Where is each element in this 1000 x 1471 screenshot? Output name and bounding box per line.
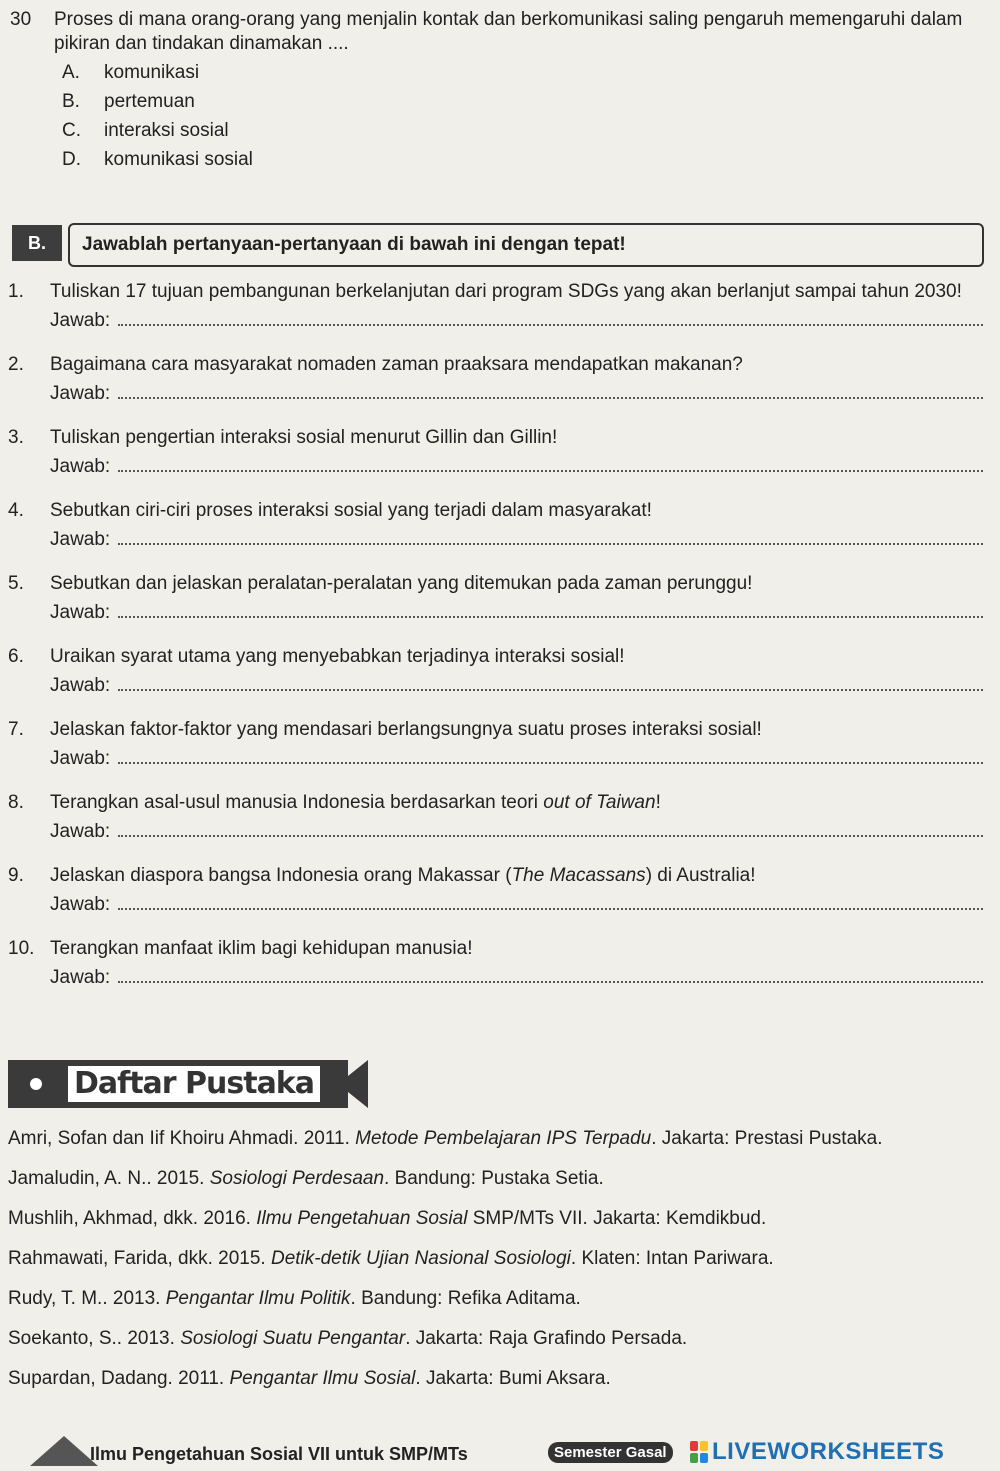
essay-questions (8, 280, 983, 1010)
reference-item: Supardan, Dadang. 2011. Pengantar Ilmu Sosial. Jakarta: Bumi Aksara. (8, 1368, 611, 1389)
answer-field[interactable]: Jawab: (50, 454, 983, 479)
bibliography-title: Daftar Pustaka (68, 1066, 320, 1102)
answer-field[interactable]: Jawab: (50, 381, 983, 406)
question-number: 30 (10, 9, 32, 30)
page-footer (0, 1432, 1000, 1471)
options-list (62, 58, 990, 174)
liveworksheets-watermark: LIVEWORKSHEETS (712, 1438, 945, 1465)
essay-question-1: 1. Tuliskan 17 tujuan pembangunan berkelanjutan dari program SDGs yang akan berlanjut sampai tahun 2030! Jawab: (8, 280, 983, 333)
reference-item: Rudy, T. M.. 2013. Pengantar Ilmu Politik. Bandung: Refika Aditama. (8, 1288, 581, 1309)
option-d[interactable]: D. komunikasi sosial (62, 149, 253, 170)
answer-field[interactable]: Jawab: (50, 746, 983, 771)
essay-question-6: 6. Uraikan syarat utama yang menyebabkan terjadinya interaksi sosial! Jawab: (8, 645, 983, 698)
answer-field[interactable]: Jawab: (50, 819, 983, 844)
reference-item: Amri, Sofan dan Iif Khoiru Ahmadi. 2011. Metode Pembelajaran IPS Terpadu. Jakarta: Prestasi Pustaka. (8, 1128, 883, 1149)
reference-item: Mushlih, Akhmad, dkk. 2016. Ilmu Pengetahuan Sosial SMP/MTs VII. Jakarta: Kemdikbud. (8, 1208, 767, 1229)
bullet-icon (30, 1078, 42, 1090)
essay-question-10: 10. Terangkan manfaat iklim bagi kehidupan manusia! Jawab: (8, 937, 983, 990)
essay-question-5: 5. Sebutkan dan jelaskan peralatan-peralatan yang ditemukan pada zaman perunggu! Jawab: (8, 572, 983, 625)
question-text: Proses di mana orang-orang yang menjalin kontak dan berkomunikasi saling pengaruh memengaruhi dalam pikiran dan tindakan dinamakan .... (54, 9, 963, 54)
section-instruction: Jawablah pertanyaan-pertanyaan di bawah ini dengan tepat! (68, 223, 984, 267)
essay-question-8: 8. Terangkan asal-usul manusia Indonesia berdasarkan teori out of Taiwan! Jawab: (8, 791, 983, 844)
option-c[interactable]: C. interaksi sosial (62, 120, 229, 141)
answer-field[interactable]: Jawab: (50, 892, 983, 917)
reference-item: Soekanto, S.. 2013. Sosiologi Suatu Pengantar. Jakarta: Raja Grafindo Persada. (8, 1328, 688, 1349)
chevron-left-icon (338, 1060, 368, 1108)
answer-field[interactable]: Jawab: (50, 600, 983, 625)
answer-field[interactable]: Jawab: (50, 527, 983, 552)
book-title: Ilmu Pengetahuan Sosial VII untuk SMP/MTs (90, 1444, 468, 1464)
answer-field[interactable]: Jawab: (50, 673, 983, 698)
answer-field[interactable]: Jawab: (50, 308, 983, 333)
house-icon (30, 1436, 98, 1466)
option-a[interactable]: A. komunikasi (62, 62, 200, 83)
section-badge: B. (12, 225, 62, 261)
bibliography-banner (8, 1054, 378, 1114)
essay-question-4: 4. Sebutkan ciri-ciri proses interaksi sosial yang terjadi dalam masyarakat! Jawab: (8, 499, 983, 552)
essay-question-3: 3. Tuliskan pengertian interaksi sosial menurut Gillin dan Gillin! Jawab: (8, 426, 983, 479)
bibliography-list (8, 1126, 990, 1406)
semester-badge: Semester Gasal (548, 1442, 673, 1463)
answer-field[interactable]: Jawab: (50, 965, 983, 990)
essay-question-9: 9. Jelaskan diaspora bangsa Indonesia orang Makassar (The Macassans) di Australia! Jawab: (8, 864, 983, 917)
essay-question-7: 7. Jelaskan faktor-faktor yang mendasari berlangsungnya suatu proses interaksi sosial! Jawab: (8, 718, 983, 771)
essay-question-2: 2. Bagaimana cara masyarakat nomaden zaman praaksara mendapatkan makanan? Jawab: (8, 353, 983, 406)
section-b-header (12, 221, 984, 267)
question-30 (10, 8, 990, 174)
reference-item: Jamaludin, A. N.. 2015. Sosiologi Perdesaan. Bandung: Pustaka Setia. (8, 1168, 604, 1189)
reference-item: Rahmawati, Farida, dkk. 2015. Detik-detik Ujian Nasional Sosiologi. Klaten: Intan Pariwara. (8, 1248, 774, 1269)
option-b[interactable]: B. pertemuan (62, 91, 195, 112)
liveworksheets-logo-icon (690, 1441, 708, 1463)
